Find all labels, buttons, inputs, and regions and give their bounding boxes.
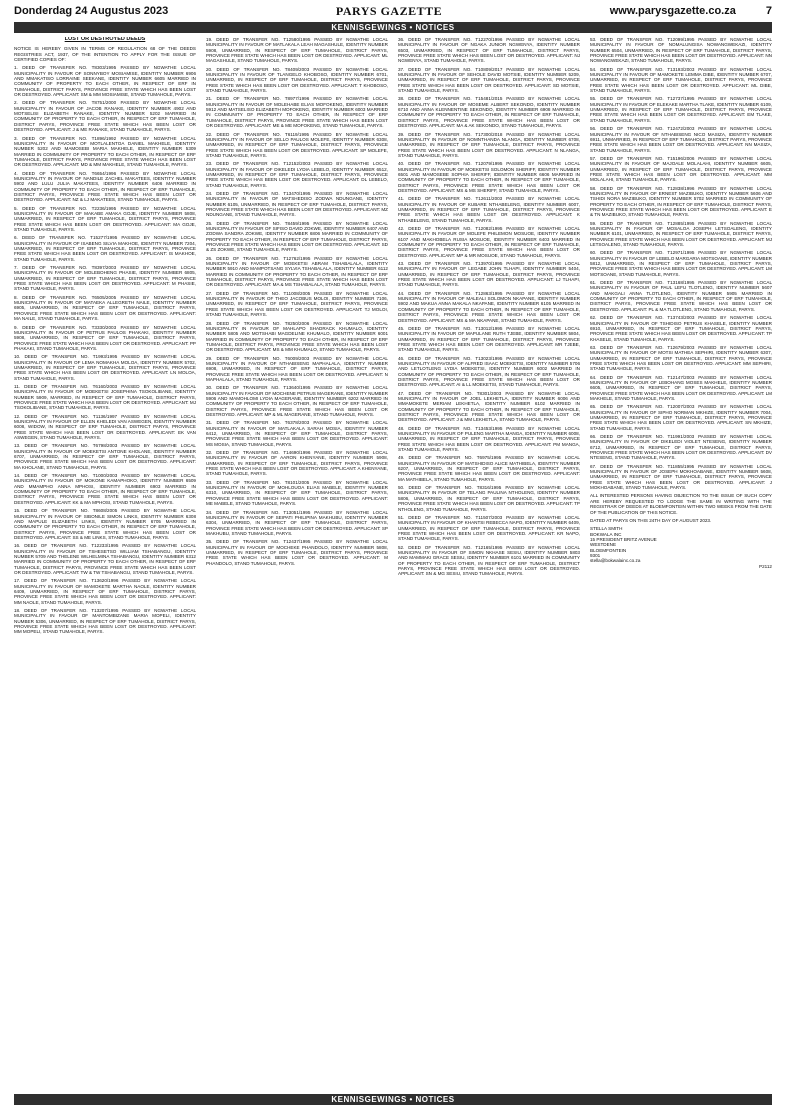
deed-entry: 60. DEED OF TRANSFER NO. T12971/1995 PASSED BY NGWATHE LOCAL MUNICIPALITY IN FAVOUR OF LEBELO MARGARIA MOTSOANE, IDENTITY NUMBER 5812, UNMARRIED, IN RESPECT OF ERF TUMAHOLE, DISTRICT PARYS, PROVINCE FREE STATE WHICH HAS BEEN LOST OR DESTROYED. APPLICANT: LM MOTSOANE, STAND TUMAHOLE, PARYS. bbox=[590, 250, 772, 277]
deed-entry: 18. DEED OF TRANSFER NO. T13207/1995 PASSED BY NGWATHE LOCAL MUNICIPALITY IN FAVOUR OF MANTOMBIZANE MARIA MOPELI, IDENTITY NUMBER 5306, UNMARRIED, IN RESPECT OF ERF TUMAHOLE, DISTRICT PARYS, PROVINCE FREE STATE WHICH HAS BEEN LOST OR DESTROYED. APPLICANT: MM MOPELI, STAND TUMAHOLE, PARYS. bbox=[14, 608, 196, 635]
signatory-line: BLOEMFONTEIN bbox=[590, 547, 627, 553]
deed-entry: 33. DEED OF TRANSFER NO. T8101/2005 PASSED BY NGWATHE LOCAL MUNICIPALITY IN FAVOUR OF MOHLOUOA ELIAS MABELE, IDENTITY NUMBER 6310, UNMARRIED, IN RESPECT OF ERF TUMAHOLE, DISTRICT PARYS, PROVINCE FREE STATE WHICH HAS BEEN LOST OR DESTROYED. APPLICANT: ME MABELE, STAND TUMAHOLE, PARYS. bbox=[206, 479, 388, 507]
notice-heading: LOST OR DESTROYED DEEDS bbox=[64, 37, 146, 42]
deed-entry: 49. DEED OF TRANSFER NO. T6975/1995 PASSED BY NGWATHE LOCAL MUNICIPALITY IN FAVOUR OF MATSHIDISO ALICE MATHIBELA, IDENTITY NUMBER 6207, UNMARRIED, IN RESPECT OF ERF TUMAHOLE, DISTRICT PARYS, PROVINCE FREE STATE WHICH HAS BEEN LOST OR DESTROYED. APPLICANT: MA MATHIBELA, STAND TUMAHOLE, PARYS. bbox=[398, 455, 580, 482]
deed-entry: 44. DEED OF TRANSFER NO. T12863/1995 PASSED BY NGWATHE LOCAL MUNICIPALITY IN FAVOUR OF MALEALI SOLOMON NKAPANE, IDENTITY NUMBER 5902 AND MAKUA ANNA MAKALA NKAPANE, IDENTITY NUMBER 6105 MARRIED IN COMMUNITY OF PROPERTY TO EACH OTHER, IN RESPECT OF ERF TUMAHOLE, DISTRICT PARYS, PROVINCE FREE STATE WHICH HAS BEEN LOST OR DESTROYED. APPLICANT: MS & MA NKAPANE, STAND TUMAHOLE, PARYS. bbox=[398, 290, 580, 323]
signatory-line: STELLA SMITH bbox=[590, 526, 623, 532]
objection-clause: ALL INTERESTED PERSONS HAVING OBJECTION TO THE ISSUE OF SUCH COPY ARE HEREBY REQUESTED TO LODGE THE SAME IN WRITING WITH THE REGISTRAR OF DEEDS AT BLOEMFONTEIN WITHIN TWO WEEKS FROM THE DATE OF THE PUBLICATION OF THIS NOTICE. bbox=[590, 493, 772, 515]
deed-entry: 61. DEED OF TRANSFER NO. T13168/1995 PASSED BY NGWATHE LOCAL MUNICIPALITY IN FAVOUR OF PAUL LEFU TLOTLENG, IDENTITY NUMBER 5607 AND MAKGALI ANNA TLOTLENG, IDENTITY NUMBER 5905 MARRIED IN COMMUNITY OF PROPERTY TO EACH OTHER, IN RESPECT OF ERF TUMAHOLE, DISTRICT PARYS, PROVINCE FREE STATE WHICH HAS BEEN LOST OR DESTROYED. APPLICANT: PL & MA TLOTLENG, STAND TUMAHOLE, PARYS. bbox=[590, 280, 772, 312]
website-url[interactable]: www.parysgazette.co.za bbox=[609, 5, 736, 17]
deed-entry: 32. DEED OF TRANSFER NO. T14690/1996 PASSED BY NGWATHE LOCAL MUNICIPALITY IN FAVOUR OF AARON KHENYANE, IDENTITY NUMBER 5908, UNMARRIED, IN RESPECT OF ERF TUMAHOLE, DISTRICT PARYS, PROVINCE FREE STATE WHICH HAS BEEN LOST OR DESTROYED. APPLICANT: A KHENYANE, STAND TUMAHOLE, PARYS. bbox=[206, 450, 388, 477]
deed-entry: 30. DEED OF TRANSFER NO. T13640/1995 PASSED BY NGWATHE LOCAL MUNICIPALITY IN FAVOUR OF MOCHENE PETRUS MAGERANE, IDENTITY NUMBER 5906 AND MAMOHLOMI LYDIA MAGERANE, IDENTITY NUMBER 6202 MARRIED IN COMMUNITY OF PROPERTY TO EACH OTHER, IN RESPECT OF ERF TUMAHOLE, DISTRICT PARYS, PROVINCE FREE STATE WHICH HAS BEEN LOST OR DESTROYED. APPLICANT: MP & ML MAGERANE, STAND TUMAHOLE, PARYS. bbox=[206, 385, 388, 417]
deed-entry: 58. DEED OF TRANSFER NO. T12838/1996 PASSED BY NGWATHE LOCAL MUNICIPALITY IN FAVOUR OF ERNEST MAZIBUKO, IDENTITY NUMBER 5606 AND TSHIDI NORA MAZIBUKO, IDENTITY NUMBER 5702 MARRIED IN COMMUNITY OF PROPERTY TO EACH OTHER, IN RESPECT OF ERF TUMAHOLE, DISTRICT PARYS, PROVINCE FREE STATE WHICH HAS BEEN LOST OR DESTROYED. APPLICANT: E & TN MAZIBUKO, STAND TUMAHOLE, PARYS. bbox=[590, 185, 772, 218]
deed-entry: 2. DEED OF TRANSFER NO. T8751/2000 PASSED BY NGWATHE LOCAL MUNICIPALITY IN FAVOUR OF JACOB RANAKE, IDENTITY NUMBER 4902 AND MOTSELISI ELIZABETH RANAKE, IDENTITY NUMBER 5202 MARRIED IN COMMUNITY OF PROPERTY TO EACH OTHER, IN RESPECT OF ERF TUMAHOLE, DISTRICT PARYS, PROVINCE FREE STATE WHICH HAS BEEN LOST OR DESTROYED. APPLICANT: J & ME RANAKE, STAND TUMAHOLE, PARYS. bbox=[14, 100, 196, 133]
deed-entry: 48. DEED OF TRANSFER NO. T13453/1995 PASSED BY NGWATHE LOCAL MUNICIPALITY IN FAVOUR OF PULENG MARTHA MANGA, IDENTITY NUMBER 6008, UNMARRIED, IN RESPECT OF ERF TUMAHOLE, DISTRICT PARYS, PROVINCE FREE STATE WHICH HAS BEEN LOST OR DESTROYED. APPLICANT: PM MANGA, STAND TUMAHOLE, PARYS. bbox=[398, 425, 580, 453]
deed-entry: 54. DEED OF TRANSFER NO. T13193/2003 PASSED BY NGWATHE LOCAL MUNICIPALITY IN FAVOUR OF MAMOKETE LEMMA DIBE, IDENTITY NUMBER 6707, UNMARRIED, IN RESPECT OF ERF TUMAHOLE, DISTRICT PARYS, PROVINCE FREE STATE WHICH HAS BEEN LOST OR DESTROYED. APPLICANT: ML DIBE, STAND TUMAHOLE, PARYS. bbox=[590, 66, 772, 94]
deed-entry: 38. DEED OF TRANSFER NO. T15481/2015 PASSED BY NGWATHE LOCAL MUNICIPALITY IN FAVOUR OF MOSEME ALBERT SEKONDO, IDENTITY NUMBER 6710 AND ANNA KLENNENTINE SEKONDO, IDENTITY NUMBER 6908 MARRIED IN COMMUNITY OF PROPERTY TO EACH OTHER, IN RESPECT OF ERF TUMAHOLE, DISTRICT PARYS, PROVINCE FREE STATE WHICH HAS BEEN LOST OR DESTROYED. APPLICANT: MA & AK SEKONDO, STAND TUMAHOLE, PARYS. bbox=[398, 96, 580, 129]
masthead bbox=[14, 4, 772, 18]
deed-entry: 63. DEED OF TRANSFER NO. T12679/2003 PASSED BY NGWATHE LOCAL MUNICIPALITY IN FAVOUR OF MOTSI MATHEA SEPHIRI, IDENTITY NUMBER 6307, UNMARRIED, IN RESPECT OF ERF TUMAHOLE, DISTRICT PARYS, PROVINCE FREE STATE WHICH HAS BEEN LOST OR DESTROYED. APPLICANT: MM SEPHIRI, STAND TUMAHOLE, PARYS. bbox=[590, 344, 772, 372]
deed-entry: 29. DEED OF TRANSFER NO. T6009/2003 PASSED BY NGWATHE LOCAL MUNICIPALITY IN FAVOUR OF NTHABISENG MAPHALALA, IDENTITY NUMBER 6908, UNMARRIED, IN RESPECT OF ERF TUMAHOLE, DISTRICT PARYS, PROVINCE FREE STATE WHICH HAS BEEN LOST OR DESTROYED. APPLICANT: N MAPHALALA, STAND TUMAHOLE, PARYS. bbox=[206, 355, 388, 382]
deed-entry: 14. DEED OF TRANSFER NO. T1000/2003 PASSED BY NGWATHE LOCAL MUNICIPALITY IN FAVOUR OF MOKONE KAMAPHOKO, IDENTITY NUMBER 6509 AND MMAMPHO ANNA MPHOSI, IDENTITY NUMBER 6903 MARRIED IN COMMUNITY OF PROPERTY TO EACH OTHER, IN RESPECT OF ERF TUMAHOLE, DISTRICT PARYS, PROVINCE FREE STATE WHICH HAS BEEN LOST OR DESTROYED. APPLICANT: KK & MA MPHOSI, STAND TUMAHOLE, PARYS. bbox=[14, 473, 196, 505]
deed-entry: 66. DEED OF TRANSFER NO. T11991/2003 PASSED BY NGWATHE LOCAL MUNICIPALITY IN FAVOUR OF DIKELEDI VIOLET NTESENG, IDENTITY NUMBER 6712, UNMARRIED, IN RESPECT OF ERF TUMAHOLE, DISTRICT PARYS, PROVINCE FREE STATE WHICH HAS BEEN LOST OR DESTROYED. APPLICANT: DV NTESENG, STAND TUMAHOLE, PARYS. bbox=[590, 434, 772, 461]
deed-entry: 23. DEED OF TRANSFER NO. T12152/2003 PASSED BY NGWATHE LOCAL MUNICIPALITY IN FAVOUR OF DIKELEDI LYDIA LEBELO, IDENTITY NUMBER 6512, UNMARRIED, IN RESPECT OF ERF TUMAHOLE, DISTRICT PARYS, PROVINCE FREE STATE WHICH HAS BEEN LOST OR DESTROYED. APPLICANT: DL LEBELO, STAND TUMAHOLE, PARYS. bbox=[206, 161, 388, 188]
deed-entry: 6. DEED OF TRANSFER NO. T15277/1995 PASSED BY NGWATHE LOCAL MUNICIPALITY IN FAVOUR OF ISABENG SILVIA MAKHOE, IDENTITY NUMBER 7204, UNMARRIED, IN RESPECT OF ERF TUMAHOLE, DISTRICT PARYS, PROVINCE FREE STATE WHICH HAS BEEN LOST OR DESTROYED. APPLICANT: IS MAKHOE, STAND TUMAHOLE, PARYS. bbox=[14, 235, 196, 262]
notice-column-3 bbox=[398, 37, 580, 1090]
section-band-top: KENNISGEWINGS • NOTICES bbox=[14, 22, 772, 33]
deed-entry: 51. DEED OF TRANSFER NO. T11507/2003 PASSED BY NGWATHE LOCAL MUNICIPALITY IN FAVOUR OF KHANTSI REBECCA NAPO, IDENTITY NUMBER 6409, UNMARRIED, IN RESPECT OF ERF TUMAHOLE, DISTRICT PARYS, PROVINCE FREE STATE WHICH HAS BEEN LOST OR DESTROYED. APPLICANT: KR NAPO, STAND TUMAHOLE, PARYS. bbox=[398, 514, 580, 542]
notice-column-2 bbox=[206, 37, 388, 1090]
deed-entry: 11. DEED OF TRANSFER NO. T6160/2003 PASSED BY NGWATHE LOCAL MUNICIPALITY IN FAVOUR OF MOEKETSI JOSEPHINA TSOKOLIBANE, IDENTITY NUMBER 5909, MARRIED, IN RESPECT OF ERF TUMAHOLE, DISTRICT PARYS, PROVINCE FREE STATE WHICH HAS BEEN LOST OR DESTROYED. APPLICANT: MJ TSOKOLIBANE, STAND TUMAHOLE, PARYS. bbox=[14, 383, 196, 411]
deed-entry: 16. DEED OF TRANSFER NO. T12233/1995 PASSED BY NGWATHE LOCAL MUNICIPALITY IN FAVOUR OF TSHESETSO WILLIAM TSHABANGU, IDENTITY NUMBER 5709 AND THELENE WILHELMINA TSHABANGU, IDENTITY NUMBER 6312 MARRIED IN COMMUNITY OF PROPERTY TO EACH OTHER, IN RESPECT OF ERF TUMAHOLE, DISTRICT PARYS, PROVINCE FREE STATE WHICH HAS BEEN LOST OR DESTROYED. APPLICANT: TW & TW TSHABANGU, STAND TUMAHOLE, PARYS. bbox=[14, 543, 196, 575]
deed-entry: 62. DEED OF TRANSFER NO. T13743/2003 PASSED BY NGWATHE LOCAL MUNICIPALITY IN FAVOUR OF TSHIDISO PETRUS KHASELE, IDENTITY NUMBER 6910, UNMARRIED, IN RESPECT OF ERF TUMAHOLE, DISTRICT PARYS, PROVINCE FREE STATE WHICH HAS BEEN LOST OR DESTROYED. APPLICANT: TP KHASELE, STAND TUMAHOLE, PARYS. bbox=[590, 315, 772, 342]
deed-entry: 52. DEED OF TRANSFER NO. T12165/1995 PASSED BY NGWATHE LOCAL MUNICIPALITY IN FAVOUR OF SIMON NKHASE SESIU, IDENTITY NUMBER 5803 AND MAMMAKI GRACE SESIU, IDENTITY NUMBER 6101 MARRIED IN COMMUNITY OF PROPERTY TO EACH OTHER, IN RESPECT OF ERF TUMAHOLE, DISTRICT PARYS, PROVINCE FREE STATE WHICH HAS BEEN LOST OR DESTROYED. APPLICANT: SN & MG SESIU, STAND TUMAHOLE, PARYS. bbox=[398, 544, 580, 577]
issue-date: Donderdag 24 Augustus 2023 bbox=[14, 5, 169, 17]
deed-entry: 43. DEED OF TRANSFER NO. T13970/1995 PASSED BY NGWATHE LOCAL MUNICIPALITY IN FAVOUR OF LEGABE JOHN TLHAPI, IDENTITY NUMBER 5404, UNMARRIED, IN RESPECT OF ERF TUMAHOLE, DISTRICT PARYS, PROVINCE FREE STATE WHICH HAS BEEN LOST OR DESTROYED. APPLICANT: LJ TLHAPI, STAND TUMAHOLE, PARYS. bbox=[398, 261, 580, 288]
deed-entry: 26. DEED OF TRANSFER NO. T12762/1995 PASSED BY NGWATHE LOCAL MUNICIPALITY IN FAVOUR OF MOEKETSI ABRAM TSHABALALA, IDENTITY NUMBER 5910 AND MAMPOTSANG SYLVIA TSHABALALA, IDENTITY NUMBER 6112 MARRIED IN COMMUNITY OF PROPERTY TO EACH OTHER, IN RESPECT OF ERF TUMAHOLE, DISTRICT PARYS, PROVINCE FREE STATE WHICH HAS BEEN LOST OR DESTROYED. APPLICANT: MA & MS TSHABALALA, STAND TUMAHOLE, PARYS. bbox=[206, 255, 388, 288]
deed-entry: 22. DEED OF TRANSFER NO. T6119/1995 PASSED BY NGWATHE LOCAL MUNICIPALITY IN FAVOUR OF SELLO PAULOS MOLEFE, IDENTITY NUMBER 6308, UNMARRIED, IN RESPECT OF ERF TUMAHOLE, DISTRICT PARYS, PROVINCE FREE STATE WHICH HAS BEEN LOST OR DESTROYED. APPLICANT: SP MOLEFE, STAND TUMAHOLE, PARYS. bbox=[206, 131, 388, 158]
deed-entry: 24. DEED OF TRANSFER NO. T13470/1995 PASSED BY NGWATHE LOCAL MUNICIPALITY IN FAVOUR OF MATSHEDISO ZODWA NDUNGANE, IDENTITY NUMBER 6105, UNMARRIED, IN RESPECT OF ERF TUMAHOLE, DISTRICT PARYS, PROVINCE FREE STATE WHICH HAS BEEN LOST OR DESTROYED. APPLICANT: MZ NDUNGANE, STAND TUMAHOLE, PARYS. bbox=[206, 190, 388, 218]
deed-entry: 15. DEED OF TRANSFER NO. T8608/2005 PASSED BY NGWATHE LOCAL MUNICIPALITY IN FAVOUR OF SIBONILE SIMON LINKS, IDENTITY NUMBER 6308 AND MAPULE ELIZABETH LINKS, IDENTITY NUMBER 6705 MARRIED IN COMMUNITY OF PROPERTY TO EACH OTHER, IN RESPECT OF ERF TUMAHOLE, DISTRICT PARYS, PROVINCE FREE STATE WHICH HAS BEEN LOST OR DESTROYED. APPLICANT: SS & ME LINKS, STAND TUMAHOLE, PARYS. bbox=[14, 508, 196, 540]
deed-entry: 50. DEED OF TRANSFER NO. T8316/1995 PASSED BY NGWATHE LOCAL MUNICIPALITY IN FAVOUR OF TELANG PAULINA NTHOLENG, IDENTITY NUMBER 5806, UNMARRIED, IN RESPECT OF ERF TUMAHOLE, DISTRICT PARYS, PROVINCE FREE STATE WHICH HAS BEEN LOST OR DESTROYED. APPLICANT: TP NTHOLENG, STAND TUMAHOLE, PARYS. bbox=[398, 485, 580, 512]
deed-entry: 5. DEED OF TRANSFER NO. T2236/1995 PASSED BY NGWATHE LOCAL MUNICIPALITY IN FAVOUR OF MAKABE AMAKA GOJE, IDENTITY NUMBER 5808, UNMARRIED, IN RESPECT OF ERF TUMAHOLE, DISTRICT PARYS, PROVINCE FREE STATE WHICH HAS BEEN LOST OR DESTROYED. APPLICANT: MA GOJE, STAND TUMAHOLE, PARYS. bbox=[14, 205, 196, 232]
signatory-line: BOKWALA INC bbox=[590, 531, 622, 537]
deed-entry: 42. DEED OF TRANSFER NO. T12082/1995 PASSED BY NGWATHE LOCAL MUNICIPALITY IN FAVOUR OF MOLEFE PHILEMON MOSUOE, IDENTITY NUMBER 6107 AND MAKHOBELA RUSIA MOSUOE, IDENTITY NUMBER 6403 MARRIED IN COMMUNITY OF PROPERTY TO EACH OTHER, IN RESPECT OF ERF TUMAHOLE, DISTRICT PARYS, PROVINCE FREE STATE WHICH HAS BEEN LOST OR DESTROYED. APPLICANT: MP & MR MOSUOE, STAND TUMAHOLE, PARYS. bbox=[398, 226, 580, 258]
deed-entry: 53. DEED OF TRANSFER NO. T12099/1995 PASSED BY NGWATHE LOCAL MUNICIPALITY IN FAVOUR OF NOMALUNGISA NOWANGWEKAZI, IDENTITY NUMBER 6504, UNMARRIED, IN RESPECT OF ERF TUMAHOLE, DISTRICT PARYS, PROVINCE FREE STATE WHICH HAS BEEN LOST OR DESTROYED. APPLICANT: NN NOWANGWEKAZI, STAND TUMAHOLE, PARYS. bbox=[590, 37, 772, 64]
deed-entry: 8. DEED OF TRANSFER NO. T6505/2005 PASSED BY NGWATHE LOCAL MUNICIPALITY IN FAVOUR OF MATAEKA ALLEGRETH NAILE, IDENTITY NUMBER 6905, UNMARRIED, IN RESPECT OF ERF TUMAHOLE, DISTRICT PARYS, PROVINCE FREE STATE WHICH HAS BEEN LOST OR DESTROYED. APPLICANT: MA NAILE, STAND TUMAHOLE, PARYS. bbox=[14, 294, 196, 322]
deed-entry: 17. DEED OF TRANSFER NO. T13620/1996 PASSED BY NGWATHE LOCAL MUNICIPALITY IN FAVOUR OF MAMOKETE MARTHA NAOLE, IDENTITY NUMBER 6409, UNMARRIED, IN RESPECT OF ERF TUMAHOLE, DISTRICT PARYS, PROVINCE FREE STATE WHICH HAS BEEN LOST OR DESTROYED. APPLICANT: MM NAOLE, STAND TUMAHOLE, PARYS. bbox=[14, 578, 196, 605]
deed-entry: 55. DEED OF TRANSFER NO. T12737/1995 PASSED BY NGWATHE LOCAL MUNICIPALITY IN FAVOUR OF ELEKAKE MARTHA TLAKE, IDENTITY NUMBER 6109, UNMARRIED, IN RESPECT OF ERF TUMAHOLE, DISTRICT PARYS, PROVINCE FREE STATE WHICH HAS BEEN LOST OR DESTROYED. APPLICANT: EM TLAKE, STAND TUMAHOLE, PARYS. bbox=[590, 96, 772, 123]
deed-entry: 41. DEED OF TRANSFER NO. T12611/2003 PASSED BY NGWATHE LOCAL MUNICIPALITY IN FAVOUR OF KUBARE NTHABELENG, IDENTITY NUMBER 6007, UNMARRIED, IN RESPECT OF ERF TUMAHOLE, DISTRICT PARYS, PROVINCE FREE STATE WHICH HAS BEEN LOST OR DESTROYED. APPLICANT: K NTHABELENG, STAND TUMAHOLE, PARYS. bbox=[398, 196, 580, 223]
deed-entry: 39. DEED OF TRANSFER NO. T17300/2018 PASSED BY NGWATHE LOCAL MUNICIPALITY IN FAVOUR OF NOMNTHANDA NLANGA, IDENTITY NUMBER 6708, UNMARRIED, IN RESPECT OF ERF TUMAHOLE, DISTRICT PARYS, PROVINCE FREE STATE WHICH HAS BEEN LOST OR DESTROYED. APPLICANT: N NLANGA, STAND TUMAHOLE, PARYS. bbox=[398, 131, 580, 158]
deed-entry: 65. DEED OF TRANSFER NO. T12007/2003 PASSED BY NGWATHE LOCAL MUNICIPALITY IN FAVOUR OF SIPHO NORMAN MKHIZE, IDENTITY NUMBER 7004, UNMARRIED, IN RESPECT OF ERF TUMAHOLE, DISTRICT PARYS, PROVINCE FREE STATE WHICH HAS BEEN LOST OR DESTROYED. APPLICANT: SN MKHIZE, STAND TUMAHOLE, PARYS. bbox=[590, 404, 772, 431]
signatory-line[interactable]: stella@bokwalainc.co.za bbox=[590, 558, 641, 564]
deed-entry: 37. DEED OF TRANSFER NO. T10809/2017 PASSED BY NGWATHE LOCAL MUNICIPALITY IN FAVOUR OF SEHOLE DAVID MOTSIE, IDENTITY NUMBER 5209, UNMARRIED, IN RESPECT OF ERF TUMAHOLE, DISTRICT PARYS, PROVINCE FREE STATE WHICH HAS BEEN LOST OR DESTROYED. APPLICANT: SD MOTSIE, STAND TUMAHOLE, PARYS. bbox=[398, 66, 580, 94]
signatory-block bbox=[590, 526, 772, 563]
deed-entry: 28. DEED OF TRANSFER NO. T8250/2006 PASSED BY NGWATHE LOCAL MUNICIPALITY IN FAVOUR OF MAHLAPO SHADRACK KHUMALO, IDENTITY NUMBER 5805 AND MOTSHABI MAGDELINE KHUMALO, IDENTITY NUMBER 6001 MARRIED IN COMMUNITY OF PROPERTY TO EACH OTHER, IN RESPECT OF ERF TUMAHOLE, DISTRICT PARYS, PROVINCE FREE STATE WHICH HAS BEEN LOST OR DESTROYED. APPLICANT: MS & MM KHUMALO, STAND TUMAHOLE, PARYS. bbox=[206, 320, 388, 353]
notice-reference: P2112 bbox=[759, 563, 772, 569]
deed-entry: 19. DEED OF TRANSFER NO. T12580/1995 PASSED BY NGWATHE LOCAL MUNICIPALITY IN FAVOUR OF MATLAKALA LEAH MAGASHULE, IDENTITY NUMBER 5908, UNMARRIED, IN RESPECT OF ERF TUMAHOLE, DISTRICT PARYS, PROVINCE FREE STATE WHICH HAS BEEN LOST OR DESTROYED. APPLICANT: ML MAGASHULE, STAND TUMAHOLE, PARYS. bbox=[206, 37, 388, 64]
section-band-bottom: KENNISGEWINGS • NOTICES bbox=[14, 1094, 772, 1105]
deed-entry: 21. DEED OF TRANSFER NO. T8977/1996 PASSED BY NGWATHE LOCAL MUNICIPALITY IN FAVOUR OF MOLEHABE ELIAS MOFOKENG, IDENTITY NUMBER 5912 AND MATSELISO ELIZABETH MOFOKENG, IDENTITY NUMBER 6003 MARRIED IN COMMUNITY OF PROPERTY TO EACH OTHER, IN RESPECT OF ERF TUMAHOLE, DISTRICT PARYS, PROVINCE FREE STATE WHICH HAS BEEN LOST OR DESTROYED. APPLICANT: ME & ME MOFOKENG, STAND TUMAHOLE, PARYS. bbox=[206, 96, 388, 129]
deed-entry: 25. DEED OF TRANSFER NO. T8459/1995 PASSED BY NGWATHE LOCAL MUNICIPALITY IN FAVOUR OF SIFISO DAVID ZOKWE, IDENTITY NUMBER 6407 AND ZODWA SANDRA ZOKWE, IDENTITY NUMBER 6806 MARRIED IN COMMUNITY OF PROPERTY TO EACH OTHER, IN RESPECT OF ERF TUMAHOLE, DISTRICT PARYS, PROVINCE FREE STATE WHICH HAS BEEN LOST OR DESTROYED. APPLICANT: SD & ZS ZOKWE, STAND TUMAHOLE, PARYS. bbox=[206, 220, 388, 253]
deed-entry: 13. DEED OF TRANSFER NO. T6798/2003 PASSED BY NGWATHE LOCAL MUNICIPALITY IN FAVOUR OF MOEKETSI ANTONE KHOLANE, IDENTITY NUMBER 6707, UNMARRIED, IN RESPECT OF ERF TUMAHOLE, DISTRICT PARYS, PROVINCE FREE STATE WHICH HAS BEEN LOST OR DESTROYED. APPLICANT: MA KHOLANE, STAND TUMAHOLE, PARYS. bbox=[14, 443, 196, 470]
deed-entry: 64. DEED OF TRANSFER NO. T12147/2003 PASSED BY NGWATHE LOCAL MUNICIPALITY IN FAVOUR OF LEBOHANG MOSES MAKHELE, IDENTITY NUMBER 6605, UNMARRIED, IN RESPECT OF ERF TUMAHOLE, DISTRICT PARYS, PROVINCE FREE STATE WHICH HAS BEEN LOST OR DESTROYED. APPLICANT: LM MAKHELE, STAND TUMAHOLE, PARYS. bbox=[590, 374, 772, 401]
deed-entry: 34. DEED OF TRANSFER NO. T13051/1995 PASSED BY NGWATHE LOCAL MUNICIPALITY IN FAVOUR OF SEIPATI PHILIPINA MAKHUBU, IDENTITY NUMBER 6304, UNMARRIED, IN RESPECT OF ERF TUMAHOLE, DISTRICT PARYS, PROVINCE FREE STATE WHICH HAS BEEN LOST OR DESTROYED. APPLICANT: SP MAKHUBU, STAND TUMAHOLE, PARYS. bbox=[206, 509, 388, 536]
page-number: 7 bbox=[765, 5, 772, 17]
signatory-line: 9301 bbox=[590, 552, 601, 558]
deed-entry: 36. DEED OF TRANSFER NO. T12270/1996 PASSED BY NGWATHE LOCAL MUNICIPALITY IN FAVOUR OF NGAKA JUNIOR NGWENYA, IDENTITY NUMBER 6503, UNMARRIED, IN RESPECT OF ERF TUMAHOLE, DISTRICT PARYS, PROVINCE FREE STATE WHICH HAS BEEN LOST OR DESTROYED. APPLICANT: NJ NGWENYA, STAND TUMAHOLE, PARYS. bbox=[398, 37, 580, 64]
notice-column-1 bbox=[14, 37, 196, 1090]
deed-entry: 57. DEED OF TRANSFER NO. T15196/2006 PASSED BY NGWATHE LOCAL MUNICIPALITY IN FAVOUR OF MAJOALE MOLALAHI, IDENTITY NUMBER 6605, UNMARRIED, IN RESPECT OF ERF TUMAHOLE, DISTRICT PARYS, PROVINCE FREE STATE WHICH HAS BEEN LOST OR DESTROYED. APPLICANT: MM MOLALAHI, STAND TUMAHOLE, PARYS. bbox=[590, 155, 772, 183]
deed-entry: 46. DEED OF TRANSFER NO. T13023/1995 PASSED BY NGWATHE LOCAL MUNICIPALITY IN FAVOUR OF ALFRED ISAAC MOEKETSI, IDENTITY NUMBER 5706 AND LETLOTLENG LYDIA MOEKETSI, IDENTITY NUMBER 6002 MARRIED IN COMMUNITY OF PROPERTY TO EACH OTHER, IN RESPECT OF ERF TUMAHOLE, DISTRICT PARYS, PROVINCE FREE STATE WHICH HAS BEEN LOST OR DESTROYED. APPLICANT: AI & LL MOEKETSI, STAND TUMAHOLE, PARYS. bbox=[398, 355, 580, 388]
notice-column-4 bbox=[590, 37, 772, 1090]
deed-entry: 27. DEED OF TRANSFER NO. T11008/2005 PASSED BY NGWATHE LOCAL MUNICIPALITY IN FAVOUR OF THEO JACOBUS MOLOI, IDENTITY NUMBER 7106, UNMARRIED, IN RESPECT OF ERF TUMAHOLE, DISTRICT PARYS, PROVINCE FREE STATE WHICH HAS BEEN LOST OR DESTROYED. APPLICANT: TJ MOLOI, STAND TUMAHOLE, PARYS. bbox=[206, 290, 388, 318]
deed-entry: 59. DEED OF TRANSFER NO. T12885/1995 PASSED BY NGWATHE LOCAL MUNICIPALITY IN FAVOUR OF MOSALOA JOSEPH LETSOALENG, IDENTITY NUMBER 6101, UNMARRIED, IN RESPECT OF ERF TUMAHOLE, DISTRICT PARYS, PROVINCE FREE STATE WHICH HAS BEEN LOST OR DESTROYED. APPLICANT: MJ LETSOALENG, STAND TUMAHOLE, PARYS. bbox=[590, 220, 772, 248]
deed-entry: 45. DEED OF TRANSFER NO. T13012/1995 PASSED BY NGWATHE LOCAL MUNICIPALITY IN FAVOUR OF MAPULANE RUTH TJEBE, IDENTITY NUMBER 5804, UNMARRIED, IN RESPECT OF ERF TUMAHOLE, DISTRICT PARYS, PROVINCE FREE STATE WHICH HAS BEEN LOST OR DESTROYED. APPLICANT: MR TJEBE, STAND TUMAHOLE, PARYS. bbox=[398, 325, 580, 353]
notice-columns bbox=[14, 37, 772, 1090]
deed-entry: 9. DEED OF TRANSFER NO. T3330/2003 PASSED BY NGWATHE LOCAL MUNICIPALITY IN FAVOUR OF PETRUS PAULOS PHAKAKI, IDENTITY NUMBER 5908, UNMARRIED, IN RESPECT OF ERF TUMAHOLE, DISTRICT PARYS, PROVINCE FREE STATE WHICH HAS BEEN LOST OR DESTROYED. APPLICANT: PP PHAKAKI, STAND TUMAHOLE, PARYS. bbox=[14, 324, 196, 351]
deed-entry: 35. DEED OF TRANSFER NO. T12437/1995 PASSED BY NGWATHE LOCAL MUNICIPALITY IN FAVOUR OF MOCHEKE PHANDOLO, IDENTITY NUMBER 5808, UNMARRIED, IN RESPECT OF ERF TUMAHOLE, DISTRICT PARYS, PROVINCE FREE STATE WHICH HAS BEEN LOST OR DESTROYED. APPLICANT: M PHANDOLO, STAND TUMAHOLE, PARYS. bbox=[206, 539, 388, 566]
signatory-line: 15 PRESIDENT BRITZ AVENUE bbox=[590, 536, 657, 542]
deed-entry: 20. DEED OF TRANSFER NO. T8409/2003 PASSED BY NGWATHE LOCAL MUNICIPALITY IN FAVOUR OF TLANGELO KHOBOSO, IDENTITY NUMBER 6701, UNMARRIED, IN RESPECT OF ERF TUMAHOLE, DISTRICT PARYS, PROVINCE FREE STATE WHICH HAS BEEN LOST OR DESTROYED. APPLICANT: T KHOBOSO, STAND TUMAHOLE, PARYS. bbox=[206, 66, 388, 94]
deed-entry: 4. DEED OF TRANSFER NO. T6654/1996 PASSED BY NGWATHE LOCAL MUNICIPALITY IN FAVOUR OF NANDILE ZACHEL MAKATEES, IDENTITY NUMBER 5902 AND LULU JULIA MAKATEES, IDENTITY NUMBER 6406 MARRIED IN COMMUNITY OF PROPERTY TO EACH OTHER, IN RESPECT OF ERF TUMAHOLE, DISTRICT PARYS, PROVINCE FREE STATE WHICH HAS BEEN LOST OR DESTROYED. APPLICANT: NZ & LJ MAKATEES, STAND TUMAHOLE, PARYS. bbox=[14, 170, 196, 203]
deed-entry: 3. DEED OF TRANSFER NO. T1896/1992 PASSED BY NGWATHE LOCAL MUNICIPALITY IN FAVOUR OF MOTLALENTOA DANIEL MAKHELE, IDENTITY NUMBER 5202 AND MAMOSEBI MARIA MAKHELE, IDENTITY NUMBER 5309 MARRIED IN COMMUNITY OF PROPERTY TO EACH OTHER, IN RESPECT OF ERF TUMAHOLE, DISTRICT PARYS, PROVINCE FREE STATE WHICH HAS BEEN LOST OR DESTROYED. APPLICANT: MD & MM MAKHELE, STAND TUMAHOLE, PARYS. bbox=[14, 135, 196, 168]
deed-entry: 31. DEED OF TRANSFER NO. T6378/2003 PASSED BY NGWATHE LOCAL MUNICIPALITY IN FAVOUR OF MATLAKALA SARAH MOSIA, IDENTITY NUMBER 6412, UNMARRIED, IN RESPECT OF ERF TUMAHOLE, DISTRICT PARYS, PROVINCE FREE STATE WHICH HAS BEEN LOST OR DESTROYED. APPLICANT: MS MOSIA, STAND TUMAHOLE, PARYS. bbox=[206, 420, 388, 447]
deed-entry: 1. DEED OF TRANSFER NO. T8303/1995 PASSED BY NGWATHE LOCAL MUNICIPALITY IN FAVOUR OF SONNYBOY MOSIAMISE, IDENTITY NUMBER 6906 AND MMAKATISO LORRAINE SEEKANE, IDENTITY NUMBER 6605 MARRIED IN COMMUNITY OF PROPERTY TO EACH OTHER, IN RESPECT OF ERF IN TUMAHOLE, DISTRICT PARYS, PROVINCE FREE STATE WHICH HAS BEEN LOST OR DESTROYED. APPLICANT: SM & MM MOSIAMISE, STAND TUMAHOLE, PARYS. bbox=[14, 65, 196, 98]
deed-entry: 40. DEED OF TRANSFER NO. T12079/1995 PASSED BY NGWATHE LOCAL MUNICIPALITY IN FAVOUR OF MOEKETSI SOLOMON SHERIFF, IDENTITY NUMBER 6501 AND MAMOSEBE SOPHIA SHERIFF, IDENTITY NUMBER 6606 MARRIED IN COMMUNITY OF PROPERTY TO EACH OTHER, IN RESPECT OF ERF TUMAHOLE, DISTRICT PARYS, PROVINCE FREE STATE WHICH HAS BEEN LOST OR DESTROYED. APPLICANT: MS & MS SHERIFF, STAND TUMAHOLE, PARYS. bbox=[398, 161, 580, 193]
deed-entry: 10. DEED OF TRANSFER NO. T1993/1995 PASSED BY NGWATHE LOCAL MUNICIPALITY IN FAVOUR OF LEMA NOMAKHA MOLOA, IDENTITY NUMBER 5702, UNMARRIED, IN RESPECT OF ERF TUMAHOLE, DISTRICT PARYS, PROVINCE FREE STATE WHICH HAS BEEN LOST OR DESTROYED. APPLICANT: LN MOLOA, STAND TUMAHOLE, PARYS. bbox=[14, 354, 196, 381]
deed-entry: 67. DEED OF TRANSFER NO. T11855/1995 PASSED BY NGWATHE LOCAL MUNICIPALITY IN FAVOUR OF JOSEPH MOKHOABANE, IDENTITY NUMBER 5608, UNMARRIED, IN RESPECT OF ERF TUMAHOLE, DISTRICT PARYS, PROVINCE FREE STATE WHICH HAS BEEN LOST OR DESTROYED. APPLICANT: J MOKHOABANE, STAND TUMAHOLE, PARYS. bbox=[590, 463, 772, 491]
deed-entry: 56. DEED OF TRANSFER NO. T12472/2003 PASSED BY NGWATHE LOCAL MUNICIPALITY IN FAVOUR OF NTHABISENG NICO MASIZA, IDENTITY NUMBER 6911, UNMARRIED, IN RESPECT OF ERF TUMAHOLE, DISTRICT PARYS, PROVINCE FREE STATE WHICH HAS BEEN LOST OR DESTROYED. APPLICANT: NN MASIZA, STAND TUMAHOLE, PARYS. bbox=[590, 126, 772, 153]
deed-entry: 12. DEED OF TRANSFER NO. T1136/1997 PASSED BY NGWATHE LOCAL MUNICIPALITY IN FAVOUR OF ELLEN KHELEDI VAN ASWEGEN, IDENTITY NUMBER 6008, WIDOW, IN RESPECT OF ERF TUMAHOLE, DISTRICT PARYS, PROVINCE FREE STATE WHICH HAS BEEN LOST OR DESTROYED. APPLICANT: EK VAN ASWEGEN, STAND TUMAHOLE, PARYS. bbox=[14, 413, 196, 441]
signatory-line: WESTDENE bbox=[590, 542, 617, 548]
dated-line: DATED AT PARYS ON THIS 24TH DAY OF AUGUST 2023. bbox=[590, 517, 712, 523]
deed-entry: 7. DEED OF TRANSFER NO. T8397/2003 PASSED BY NGWATHE LOCAL MUNICIPALITY IN FAVOUR OF MOLEBOHENG PHASIE, IDENTITY NUMBER 6805, UNMARRIED, IN RESPECT OF ERF TUMAHOLE, DISTRICT PARYS, PROVINCE FREE STATE WHICH HAS BEEN LOST OR DESTROYED. APPLICANT: M PHASIE, STAND TUMAHOLE, PARYS. bbox=[14, 265, 196, 292]
notice-intro: NOTICE IS HEREBY GIVEN IN TERMS OF REGULATION 68 OF THE DEEDS REGISTRIES ACT, 1937, OF THE INTENTION TO APPLY FOR THE ISSUE OF CERTIFIED COPIES OF: bbox=[14, 46, 196, 63]
publication-title: PARYS GAZETTE bbox=[335, 3, 443, 18]
deed-entry: 47. DEED OF TRANSFER NO. T8301/2003 PASSED BY NGWATHE LOCAL MUNICIPALITY IN FAVOUR OF JOEL LEKHETLA, IDENTITY NUMBER 6006 AND MMAMOKETE MERIAM LEKHETLA, IDENTITY NUMBER 6102 MARRIED IN COMMUNITY OF PROPERTY TO EACH OTHER, IN RESPECT OF ERF TUMAHOLE, DISTRICT PARYS, PROVINCE FREE STATE WHICH HAS BEEN LOST OR DESTROYED. APPLICANT: J & MM LEKHETLA, STAND TUMAHOLE, PARYS. bbox=[398, 390, 580, 423]
